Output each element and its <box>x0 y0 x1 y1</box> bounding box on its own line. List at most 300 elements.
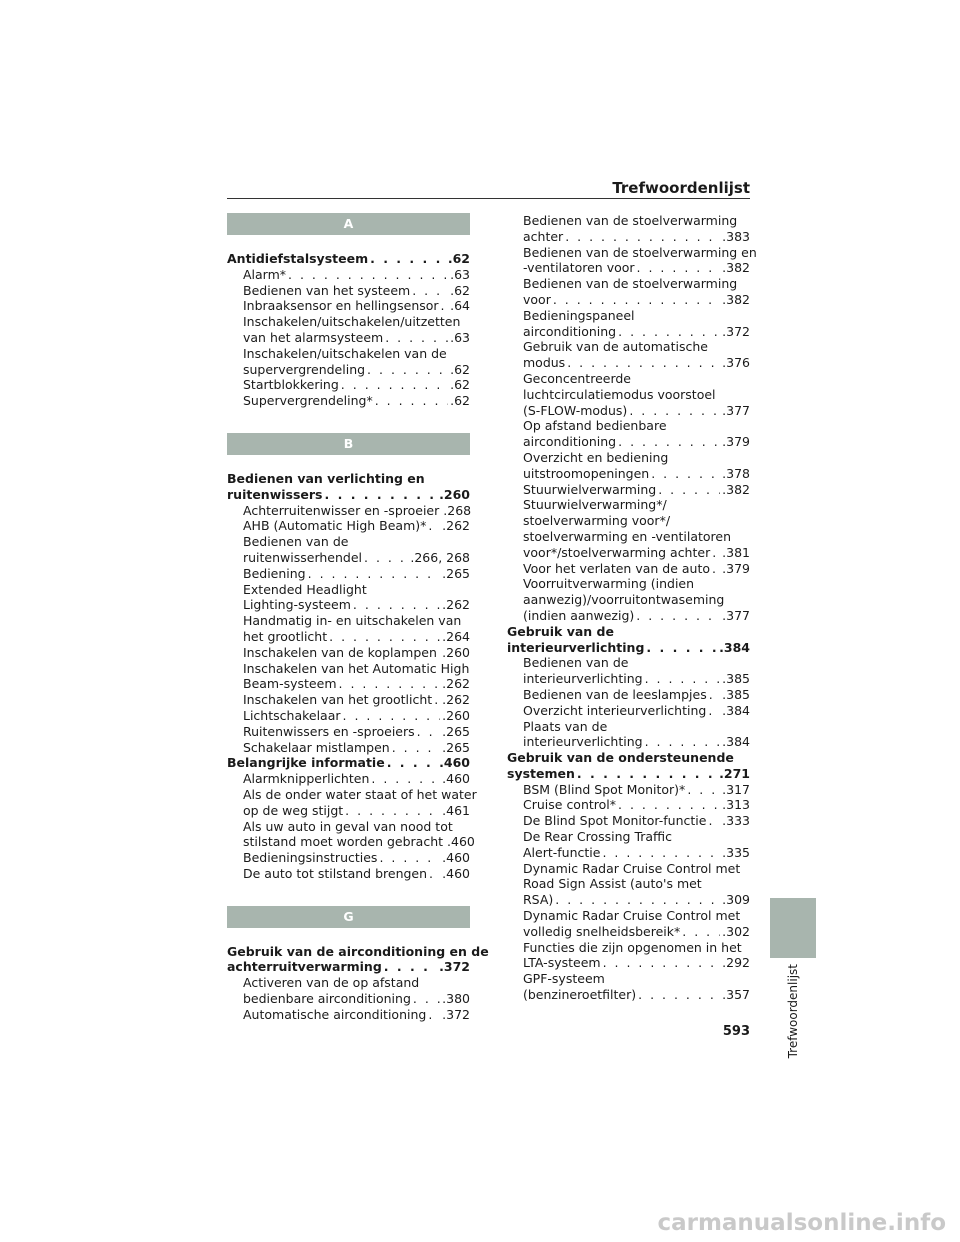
dot-leader <box>392 740 440 756</box>
entry-text: Als uw auto in geval van nood tot <box>243 818 453 834</box>
dot-leader <box>364 550 408 566</box>
dot-leader <box>555 892 720 908</box>
entry-text: Bedienen van de stoelverwarming en <box>523 244 757 260</box>
entry-text: achter <box>523 228 564 244</box>
page-reference: .372 <box>442 1006 470 1022</box>
heading-spacer <box>227 928 470 944</box>
page-reference: .262 <box>442 597 470 613</box>
entry-text: Overzicht en bediening <box>523 449 669 465</box>
entry-text: AHB (Automatic High Beam)* <box>243 518 427 534</box>
index-column-left <box>227 213 489 1023</box>
heading-spacer <box>227 455 470 471</box>
page-reference: .309 <box>722 892 750 908</box>
entry-text: Road Sign Assist (auto's met <box>523 876 702 892</box>
index-sub-entry <box>507 545 750 561</box>
dot-leader <box>345 803 440 819</box>
page-reference: .376 <box>722 355 750 371</box>
entry-text: Gebruik van de <box>507 623 614 639</box>
entry-text: interieurverlichting <box>507 639 645 655</box>
dot-leader <box>645 671 721 687</box>
dot-leader <box>417 724 441 740</box>
page-reference: .460 <box>442 865 470 881</box>
entry-text: achterruitverwarming <box>227 959 382 975</box>
index-sub-entry <box>507 260 750 276</box>
dot-leader <box>341 377 448 393</box>
dot-leader <box>646 640 717 656</box>
entry-text: modus <box>523 355 566 371</box>
page-reference: .313 <box>722 797 750 813</box>
entry-text: Antidiefstalsysteem <box>227 251 369 266</box>
index-main-entry <box>507 624 750 640</box>
page-reference: .460 <box>439 755 470 771</box>
index-sub-entry <box>227 362 470 378</box>
entry-text: Voor het verlaten van de auto <box>523 560 711 576</box>
dot-leader <box>413 991 440 1007</box>
dot-leader <box>629 403 720 419</box>
entry-text: Bedieningspaneel <box>523 307 635 323</box>
page-reference: .460 <box>447 834 475 850</box>
dot-leader <box>645 734 721 750</box>
index-sub-entry <box>507 213 750 229</box>
index-sub-entry <box>227 393 470 409</box>
entry-text: Handmatig in- en uitschakelen van <box>243 613 462 629</box>
entry-text: stoelverwarming voor*/ <box>523 513 671 529</box>
watermark-logo: carmanualsonline.info <box>657 1210 946 1236</box>
dot-leader <box>638 987 720 1003</box>
index-sub-entry <box>227 991 470 1007</box>
index-sub-entry <box>507 829 750 845</box>
index-sub-entry <box>507 940 750 956</box>
index-sub-entry <box>227 645 470 661</box>
page-reference: .317 <box>722 781 750 797</box>
dot-leader <box>553 292 720 308</box>
page-reference: .385 <box>722 686 750 702</box>
index-sub-entry <box>227 314 470 330</box>
entry-text: uitstroomopeningen <box>523 465 650 481</box>
dot-leader <box>329 629 440 645</box>
dot-leader <box>651 466 720 482</box>
entry-text: RSA) <box>523 892 554 908</box>
index-sub-entry <box>507 513 750 529</box>
dot-leader <box>618 434 720 450</box>
page-reference: .262 <box>442 518 470 534</box>
dot-leader <box>636 608 720 624</box>
page-reference: .260 <box>439 486 470 502</box>
index-sub-entry <box>227 692 470 708</box>
entry-text: Alarm* <box>243 266 287 282</box>
page-reference: .384 <box>719 639 750 655</box>
entry-text: BSM (Blind Spot Monitor)* <box>523 781 686 797</box>
dot-leader <box>429 866 440 882</box>
index-sub-entry <box>507 355 750 371</box>
page-reference: .262 <box>442 692 470 708</box>
page-reference: .378 <box>722 465 750 481</box>
index-sub-entry <box>507 655 750 671</box>
entry-text: Cruise control* <box>523 797 617 813</box>
entry-text: stilstand moet worden gebracht <box>243 834 444 850</box>
entry-text: De Blind Spot Monitor-functie <box>523 813 707 829</box>
entry-text: Bedienen van de <box>523 655 629 671</box>
index-sub-entry <box>507 418 750 434</box>
entry-text: Gebruik van de airconditioning en de <box>227 943 489 959</box>
entry-text: aanwezig)/voorruitontwaseming <box>523 592 725 608</box>
dot-leader <box>353 597 440 613</box>
index-sub-entry <box>507 308 750 324</box>
index-sub-entry <box>507 387 750 403</box>
index-sub-entry <box>227 613 470 629</box>
dot-leader <box>618 797 720 813</box>
entry-text: (indien aanwezig) <box>523 607 635 623</box>
entry-text: Inschakelen van het grootlicht <box>243 692 433 708</box>
section-spacer <box>227 409 470 433</box>
dot-leader <box>708 703 720 719</box>
index-sub-entry <box>227 834 475 850</box>
index-sub-entry <box>507 592 750 608</box>
page-reference: .63 <box>450 266 470 282</box>
dot-leader <box>428 518 440 534</box>
entry-text: -ventilatoren voor <box>523 260 635 276</box>
index-sub-entry <box>227 503 470 519</box>
index-sub-entry <box>507 813 750 829</box>
page-reference: .292 <box>722 955 750 971</box>
page-reference: .62 <box>447 251 470 266</box>
entry-text: Lichtschakelaar <box>243 707 341 723</box>
index-sub-entry <box>507 797 750 813</box>
index-sub-entry <box>507 576 750 592</box>
page-reference: .460 <box>442 850 470 866</box>
entry-text: volledig snelheidsbereik* <box>523 923 681 939</box>
dot-leader <box>658 482 720 498</box>
dot-leader <box>325 487 438 503</box>
page-reference: .64 <box>450 298 470 314</box>
entry-text: Ruitenwissers en -sproeiers <box>243 723 415 739</box>
entry-text: interieurverlichting <box>523 671 643 687</box>
page-reference: .335 <box>722 844 750 860</box>
page-reference: .460 <box>442 771 470 787</box>
page-reference: .302 <box>722 923 750 939</box>
page-reference: .377 <box>722 402 750 418</box>
entry-text: systemen <box>507 765 575 781</box>
entry-text: Bedienen van de stoelverwarming <box>523 276 738 292</box>
page-reference: .333 <box>722 813 750 829</box>
letter-heading: A <box>227 213 470 235</box>
entry-text: Belangrijke informatie <box>227 755 385 771</box>
page-reference: .265 <box>442 565 470 581</box>
dot-leader <box>577 766 717 782</box>
index-sub-entry <box>507 324 750 340</box>
index-sub-entry <box>507 529 750 545</box>
entry-text: Achterruitenwisser en -sproeier <box>243 502 440 518</box>
entry-text: voor <box>523 291 551 307</box>
index-sub-entry <box>227 1007 470 1023</box>
index-sub-entry <box>227 267 470 283</box>
index-sub-entry <box>227 566 470 582</box>
dot-leader <box>385 330 448 346</box>
page-reference: .380 <box>442 991 470 1007</box>
entry-text: airconditioning <box>523 434 617 450</box>
dot-leader <box>379 850 440 866</box>
index-sub-entry <box>507 971 750 987</box>
entry-text: De Rear Crossing Traffic <box>523 829 672 845</box>
index-sub-entry <box>227 534 470 550</box>
index-sub-entry <box>227 330 470 346</box>
entry-text: Overzicht interieurverlichting <box>523 702 707 718</box>
entry-text: Dynamic Radar Cruise Control met <box>523 860 741 876</box>
entry-text: Alert-functie <box>523 844 601 860</box>
header-divider <box>227 198 750 199</box>
page-reference: .62 <box>450 377 470 393</box>
index-sub-entry <box>507 450 750 466</box>
entry-text: Op afstand bedienbare <box>523 418 667 434</box>
index-sub-entry <box>227 786 477 803</box>
entry-text: Bedienen van de <box>243 534 349 550</box>
index-sub-entry <box>507 244 757 261</box>
page-reference: .265 <box>442 739 470 755</box>
index-sub-entry <box>227 283 470 299</box>
index-main-entry <box>227 959 470 975</box>
dot-leader <box>709 687 720 703</box>
index-sub-entry <box>507 924 750 940</box>
page-number: 593 <box>722 1024 750 1039</box>
dot-leader <box>441 298 449 314</box>
entry-text: stoelverwarming en -ventilatoren <box>523 528 732 544</box>
index-sub-entry <box>507 734 750 750</box>
dot-leader <box>603 955 721 971</box>
index-sub-entry <box>507 434 750 450</box>
index-sub-entry <box>227 629 470 645</box>
entry-text: Plaats van de <box>523 718 608 734</box>
dot-leader <box>343 708 441 724</box>
page-reference: .384 <box>722 734 750 750</box>
entry-text: Voorruitverwarming (indien <box>523 576 695 592</box>
dot-leader <box>384 959 437 975</box>
index-sub-entry <box>227 819 470 835</box>
index-sub-entry <box>507 782 750 798</box>
entry-text: Startblokkering <box>243 377 339 393</box>
index-sub-entry <box>227 724 470 740</box>
page-reference: .377 <box>722 607 750 623</box>
entry-text: Inbraaksensor en hellingsensor <box>243 298 439 314</box>
index-sub-entry <box>507 276 750 292</box>
dot-leader <box>712 545 720 561</box>
page-reference: .262 <box>442 676 470 692</box>
index-sub-entry <box>507 892 750 908</box>
index-sub-entry <box>507 229 750 245</box>
dot-leader <box>367 362 448 378</box>
index-sub-entry <box>227 597 470 613</box>
dot-leader <box>439 645 440 661</box>
entry-text: Functies die zijn opgenomen in het <box>523 939 742 955</box>
index-main-entry <box>227 943 489 960</box>
index-sub-entry <box>227 661 470 677</box>
dot-leader <box>308 566 441 582</box>
entry-text: Geconcentreerde <box>523 370 631 386</box>
page-reference: .461 <box>442 802 470 818</box>
index-main-entry <box>227 251 470 267</box>
index-sub-entry <box>227 708 470 724</box>
index-sub-entry <box>507 466 750 482</box>
entry-text: Schakelaar mistlampen <box>243 739 390 755</box>
entry-text: airconditioning <box>523 323 617 339</box>
index-sub-entry <box>507 371 750 387</box>
index-main-entry <box>507 640 750 656</box>
entry-text: interieurverlichting <box>523 734 643 750</box>
page-reference: .382 <box>722 481 750 497</box>
entry-text: Als de onder water staat of het water <box>243 786 477 802</box>
page-reference: .62 <box>450 361 470 377</box>
entry-text: Inschakelen/uitschakelen van de <box>243 345 447 361</box>
index-sub-entry <box>227 866 470 882</box>
entry-text: Activeren van de op afstand <box>243 975 420 991</box>
page-reference: .264 <box>442 628 470 644</box>
heading-spacer <box>227 235 470 251</box>
index-sub-entry <box>507 561 750 577</box>
entry-text: Bedienen van verlichting en <box>227 470 425 486</box>
dot-leader <box>602 845 720 861</box>
dot-leader <box>712 561 720 577</box>
entry-text: Bediening <box>243 565 306 581</box>
section-tab-label: Trefwoordenlijst <box>786 964 800 1059</box>
index-sub-entry <box>227 975 470 991</box>
page-reference: .379 <box>722 434 750 450</box>
index-column-right <box>507 213 757 1003</box>
page-reference: .268 <box>443 502 472 518</box>
entry-text: Stuurwielverwarming*/ <box>523 497 667 513</box>
entry-text: Stuurwielverwarming <box>523 481 657 497</box>
index-sub-entry <box>227 298 470 314</box>
entry-text: Alarmknipperlichten <box>243 771 370 787</box>
entry-text: van het alarmsysteem <box>243 329 384 345</box>
page-reference: .62 <box>450 282 470 298</box>
index-sub-entry <box>227 850 470 866</box>
page-reference: .266, 268 <box>410 549 470 565</box>
dot-leader <box>708 813 720 829</box>
index-sub-entry <box>507 671 750 687</box>
dot-leader <box>618 324 720 340</box>
entry-text: Dynamic Radar Cruise Control met <box>523 908 741 924</box>
entry-text: Bedienen van het systeem <box>243 282 411 298</box>
dot-leader <box>565 229 720 245</box>
section-tab <box>770 898 816 958</box>
index-sub-entry <box>507 955 750 971</box>
index-sub-entry <box>227 377 470 393</box>
index-sub-entry <box>227 771 470 787</box>
index-main-entry <box>227 487 470 503</box>
index-sub-entry <box>507 482 750 498</box>
index-sub-entry <box>507 403 750 419</box>
dot-leader <box>428 1007 440 1023</box>
page-reference: .260 <box>442 644 470 660</box>
entry-text: Bedienen van de leeslampjes <box>523 686 707 702</box>
index-sub-entry <box>227 518 470 534</box>
page-reference: .381 <box>722 544 750 560</box>
dot-leader <box>370 251 446 267</box>
entry-text: Inschakelen/uitschakelen/uitzetten <box>243 314 461 330</box>
index-sub-entry <box>227 346 470 362</box>
index-sub-entry <box>507 861 750 877</box>
page-reference: .372 <box>439 959 470 975</box>
index-sub-entry <box>507 703 750 719</box>
index-sub-entry <box>507 687 750 703</box>
entry-text: Bedienen van de stoelverwarming <box>523 213 738 228</box>
page-reference: .260 <box>442 707 470 723</box>
entry-text: (S-FLOW-modus) <box>523 402 628 418</box>
entry-text: De auto tot stilstand brengen <box>243 865 428 881</box>
entry-text: ruitenwissers <box>227 486 323 502</box>
dot-leader <box>434 692 440 708</box>
dot-leader <box>687 782 720 798</box>
page-reference: .271 <box>719 765 750 781</box>
index-sub-entry <box>507 845 750 861</box>
index-sub-entry <box>227 582 470 598</box>
index-main-entry <box>507 750 750 766</box>
entry-text: bedienbare airconditioning <box>243 991 411 1007</box>
index-sub-entry <box>227 676 470 692</box>
page-reference: .265 <box>442 723 470 739</box>
index-main-entry <box>227 755 470 771</box>
entry-text: Supervergrendeling* <box>243 393 373 409</box>
page-reference: .382 <box>722 291 750 307</box>
index-sub-entry <box>507 339 750 355</box>
entry-text: het grootlicht <box>243 628 328 644</box>
index-sub-entry <box>507 876 750 892</box>
page-reference: .382 <box>722 260 750 276</box>
entry-text: LTA-systeem <box>523 955 601 971</box>
entry-text: (benzineroetfilter) <box>523 987 637 1003</box>
letter-heading: B <box>227 433 470 455</box>
entry-text: Automatische airconditioning <box>243 1006 427 1022</box>
page-reference: .62 <box>450 393 470 409</box>
page-reference: .357 <box>722 987 750 1003</box>
dot-leader <box>371 771 440 787</box>
section-spacer <box>227 882 470 906</box>
entry-text: Extended Headlight <box>243 581 367 597</box>
page-reference: .385 <box>722 671 750 687</box>
index-sub-entry <box>507 608 750 624</box>
index-sub-entry <box>227 740 470 756</box>
entry-text: voor*/stoelverwarming achter <box>523 544 711 560</box>
entry-text: op de weg stijgt <box>243 802 344 818</box>
entry-text: Lighting-systeem <box>243 597 351 613</box>
dot-leader <box>339 676 441 692</box>
entry-text: Inschakelen van het Automatic High <box>243 660 470 676</box>
index-sub-entry <box>507 719 750 735</box>
page-header-title: Trefwoordenlijst <box>612 179 750 197</box>
page-reference: .384 <box>722 702 750 718</box>
entry-text: supervergrendeling <box>243 361 366 377</box>
index-sub-entry <box>507 497 750 513</box>
page-reference: .379 <box>722 560 750 576</box>
entry-text: Bedieningsinstructies <box>243 850 378 866</box>
index-sub-entry <box>507 908 750 924</box>
dot-leader <box>375 393 448 409</box>
letter-heading: G <box>227 906 470 928</box>
entry-text: GPF-systeem <box>523 971 605 987</box>
dot-leader <box>387 755 437 771</box>
entry-text: Gebruik van de automatische <box>523 339 708 355</box>
index-sub-entry <box>507 292 750 308</box>
dot-leader <box>412 283 448 299</box>
entry-text: Gebruik van de ondersteunende <box>507 750 734 766</box>
dot-leader <box>567 355 720 371</box>
entry-text: Inschakelen van de koplampen <box>243 644 437 660</box>
page-reference: .63 <box>450 329 470 345</box>
page-reference: .383 <box>722 228 750 244</box>
page-reference: .372 <box>722 323 750 339</box>
index-sub-entry <box>227 803 470 819</box>
dot-leader <box>682 924 720 940</box>
entry-text: luchtcirculatiemodus voorstoel <box>523 386 716 402</box>
